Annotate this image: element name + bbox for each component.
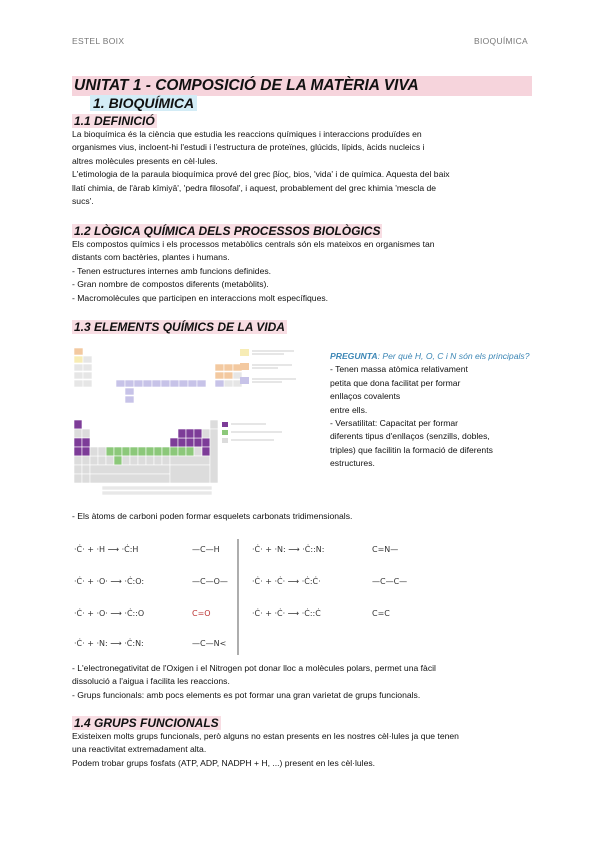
answer-line: petita que dona facilitat per formar	[330, 377, 461, 388]
text-line: Podem trobar grups fosfats (ATP, ADP, NADPH + H, ...) present en les cèl·lules.	[72, 757, 376, 768]
text-line: La bioquímica és la ciència que estudia les reaccions químiques i interaccions produïdes en	[72, 129, 422, 139]
grups-paragraph	[72, 730, 532, 770]
after-diagram-paragraph	[72, 662, 532, 702]
answer-line: estructures.	[330, 458, 375, 469]
bond-row	[74, 576, 407, 586]
text-line: - L'electronegativitat de l'Oxigen i el Nitrogen pot donar lloc a molècules polars, permet una fàcil	[72, 663, 436, 673]
text-line: una reactivitat extremadament alta.	[72, 744, 207, 755]
question-text: : Per què H, O, C i N són els principals?	[377, 351, 530, 361]
text-line: sucs'.	[72, 196, 94, 207]
svg-text:C=N—: C=N—	[372, 545, 399, 554]
header-author: ESTEL BOIX	[72, 36, 125, 46]
heading-grups: 1.4 GRUPS FUNCIONALS	[74, 716, 219, 730]
svg-text:C=O: C=O	[192, 609, 211, 618]
text-line: L'etimologia de la paraula bioquímica prové del grec βίος, bios, 'vida' i de química. Aquesta del baix	[72, 169, 450, 180]
text-line: Existeixen molts grups funcionals, però alguns no estan presents en les nostres cèl·lules ja que tenen	[72, 731, 459, 741]
text-line: altres molècules presents en cèl·lules.	[72, 155, 218, 166]
answer-line: entre ells.	[330, 404, 368, 415]
text-line: organismes vius, incloent-hi l'estudi i l'estructura de proteïnes, glúcids, lípids, àcids nucleics i	[72, 142, 425, 153]
page-title: UNITAT 1 - COMPOSICIÓ DE LA MATÈRIA VIVA	[72, 76, 532, 96]
bond-row	[74, 608, 390, 618]
text-line: llatí chimia, de l'àrab kīmiyā', 'pedra filosofal', i aquest, probablement del grec khimia 'mescla de	[72, 182, 437, 193]
text-line: - Macromolècules que participen en interaccions molt específiques.	[72, 292, 329, 303]
text-line: - Tenen estructures internes amb funcions definides.	[72, 265, 272, 276]
answer-line: - Versatilitat: Capacitat per formar	[330, 418, 458, 429]
answer-line: enllaços covalents	[330, 391, 401, 402]
svg-text:·Ċ· + ·O· ⟶ ·Ċ::O: ·Ċ· + ·O· ⟶ ·Ċ::O	[74, 609, 145, 618]
answer-line: - Tenen massa atòmica relativament	[330, 364, 468, 375]
svg-text:·Ċ· + ·Ċ· ⟶ ·Ċ:Ċ·: ·Ċ· + ·Ċ· ⟶ ·Ċ:Ċ·	[252, 577, 321, 586]
covalent-bond-diagram	[72, 535, 432, 657]
svg-text:·Ċ· + ·Ċ· ⟶ ·Ċ::Ċ: ·Ċ· + ·Ċ· ⟶ ·Ċ::Ċ	[252, 609, 321, 618]
text-line: - Grups funcionals: amb pocs elements es pot formar una gran varietat de grups funcionals.	[72, 689, 421, 700]
text-line: - Gran nombre de compostos diferents (metabòlits).	[72, 279, 269, 290]
answer-line: triples) que facilitin la formació de diferents	[330, 444, 493, 455]
section-title: 1. BIOQUÍMICA	[90, 95, 197, 111]
heading-elements: 1.3 ELEMENTS QUÍMICS DE LA VIDA	[74, 320, 285, 334]
periodic-table-figure	[72, 346, 324, 496]
bond-row	[74, 544, 398, 554]
answer-line: diferents tipus d'enllaços (senzills, dobles,	[330, 431, 490, 442]
bond-row	[74, 638, 226, 648]
question-title	[330, 350, 530, 363]
question-block	[330, 350, 530, 471]
svg-text:—C—C—: —C—C—	[372, 577, 408, 586]
header-subject: BIOQUÍMICA	[473, 36, 528, 46]
definicio-paragraph	[72, 128, 532, 208]
svg-text:—C—O—: —C—O—	[192, 577, 228, 586]
logica-paragraph	[72, 238, 532, 305]
heading-logica: 1.2 LÒGICA QUÍMICA DELS PROCESSOS BIOLÒGICS	[74, 224, 381, 238]
svg-text:—C—N<: —C—N<	[192, 639, 227, 648]
question-label: PREGUNTA	[330, 351, 378, 361]
svg-text:·Ċ· + ·N: ⟶ ·Ċ::N:: ·Ċ· + ·N: ⟶ ·Ċ::N:	[252, 545, 325, 554]
svg-text:—C—H: —C—H	[192, 545, 220, 554]
heading-definicio: 1.1 DEFINICIÓ	[74, 114, 155, 128]
svg-text:·Ċ· + ·H ⟶ ·Ċ:H: ·Ċ· + ·H ⟶ ·Ċ:H	[74, 545, 139, 554]
text-line: Els compostos químics i els processos metabòlics centrals són els mateixos en organismes tan	[72, 239, 435, 249]
svg-text:·Ċ· + ·O· ⟶ ·Ċ:O:: ·Ċ· + ·O· ⟶ ·Ċ:O:	[74, 577, 145, 586]
svg-text:·Ċ· + ·N: ⟶ ·Ċ:N:: ·Ċ· + ·N: ⟶ ·Ċ:N:	[74, 639, 144, 648]
carbon-line: - Els àtoms de carboni poden formar esquelets carbonats tridimensionals.	[72, 511, 353, 521]
svg-text:C=C: C=C	[372, 609, 390, 618]
text-line: dissolució a l'aigua i facilita les reaccions.	[72, 676, 230, 687]
text-line: distants com bactèries, plantes i humans.	[72, 252, 230, 263]
